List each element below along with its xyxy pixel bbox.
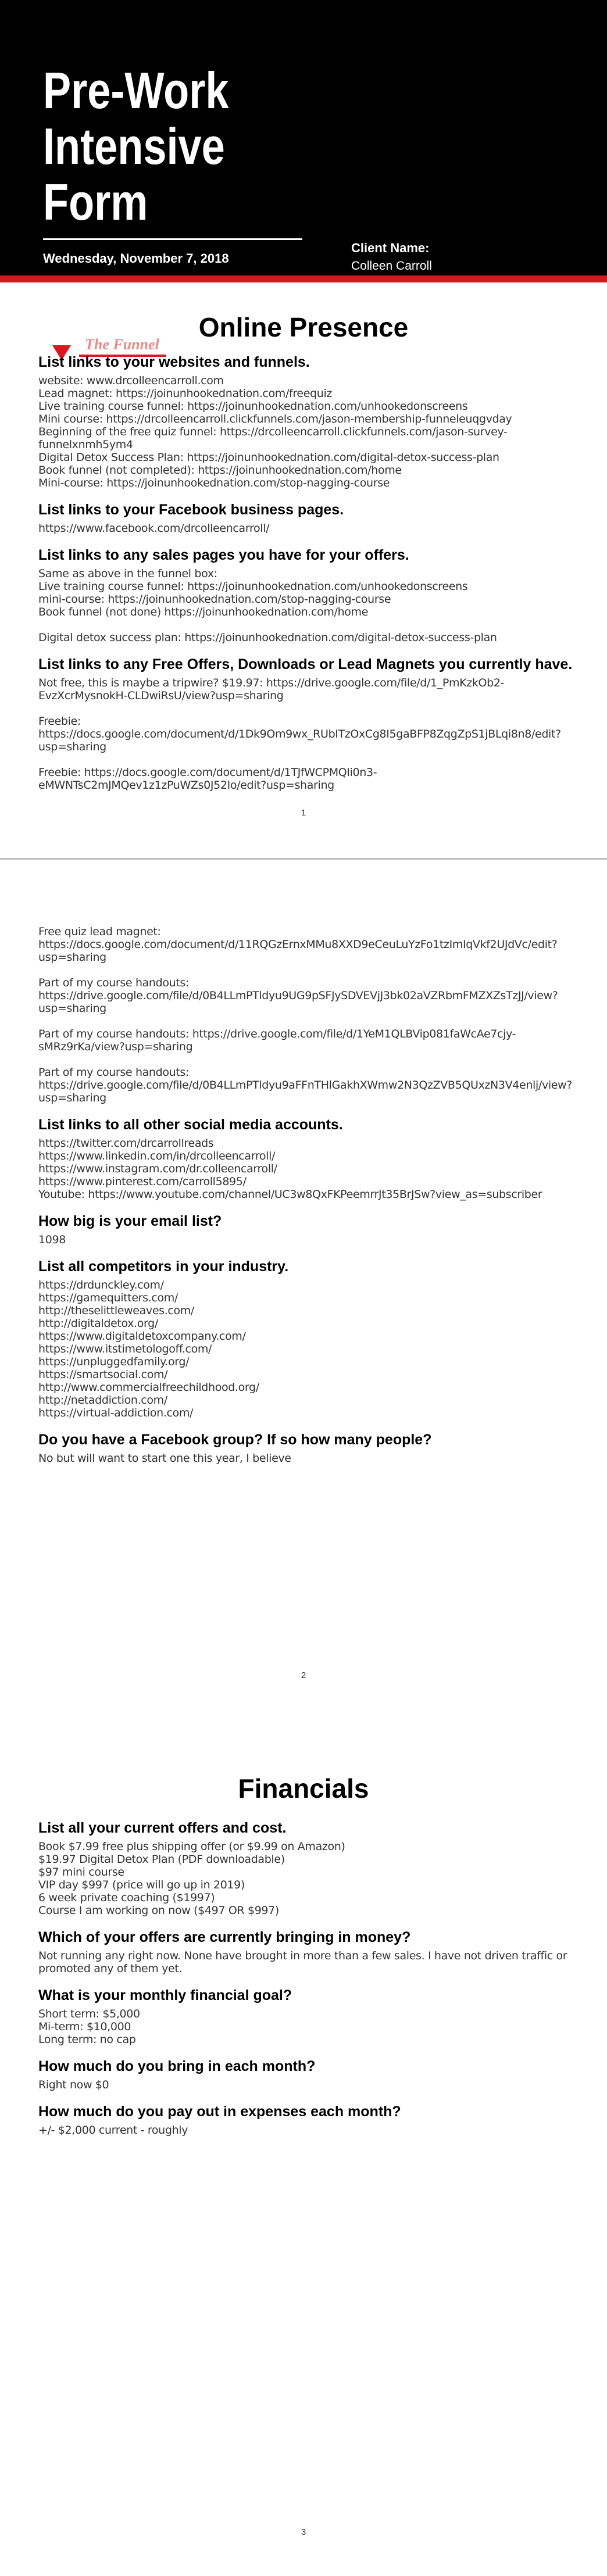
question: What is your monthly financial goal? — [38, 1987, 292, 2003]
question: List links to all other social media accounts. — [38, 1117, 343, 1133]
answer: https://www.facebook.com/drcolleencarroll/ — [38, 522, 270, 535]
header-accent-bar — [0, 276, 607, 282]
answer: Same as above in the funnel box: Live training course funnel: https://joinunhookednation.com/unhookedonscreens mini-course: https://joinunhookednation.com/stop-nagging-course Book funnel (not done) https://joinunhookednation.com/home Digital detox success plan: https://joinunhookednation.com/digital-detox-success-plan — [38, 567, 497, 644]
qa-block — [38, 2058, 573, 2091]
title-line-1: Pre-Work — [43, 62, 229, 119]
page-2 — [0, 864, 607, 1712]
page-number: 2 — [301, 1670, 306, 1680]
question: List links to any sales pages you have for your offers. — [38, 547, 409, 563]
qa-block — [38, 1987, 573, 2046]
question: How much do you bring in each month? — [38, 2058, 316, 2074]
question: List links to any Free Offers, Downloads or Lead Magnets you currently have. — [38, 656, 573, 672]
page-separator — [0, 858, 607, 860]
qa-block — [38, 1431, 573, 1465]
page-number: 1 — [301, 808, 306, 818]
answer: Short term: $5,000 Mi-term: $10,000 Long term: no cap — [38, 2008, 140, 2046]
page-3 — [0, 1712, 607, 2576]
answer: 1098 — [38, 1233, 66, 1246]
answer: Right now $0 — [38, 2078, 109, 2091]
title-divider — [43, 238, 302, 240]
qa-block — [38, 1819, 573, 1917]
qa-block — [38, 656, 573, 792]
client-name-label: Client Name: — [351, 241, 430, 255]
qa-block — [38, 1116, 573, 1201]
question: List all competitors in your industry. — [38, 1258, 289, 1275]
page-2-content — [38, 925, 573, 1476]
form-title — [43, 63, 228, 230]
answer: https://drdunckley.com/ https://gamequitters.com/ http://theselittleweaves.com/ http://digitaldetox.org/ https://www.digitaldetoxcompany.com/ https://www.itstimetologoff.com/ https://unpluggedfamily.org/ https://smartsocial.com/ http://www.commercialfreechildhood.org/ http://netaddiction.com/ https://virtual-addiction.com/ — [38, 1279, 259, 1419]
answer: Book $7.99 free plus shipping offer (or $9.99 on Amazon) $19.97 Digital Detox Plan (PDF downloadable) $97 mini course VIP day $997 (price will go up in 2019) 6 week private coaching ($1997) Course I am working on now ($497 OR $997) — [38, 1840, 345, 1917]
answer: Not free, this is maybe a tripwire? $19.97: https://drive.google.com/file/d/1_PmKzkOb2-EvzXcrMysnokH-CLDwiRsU/view?usp=sharing Freebie: https://docs.google.com/document/d/1Dk9Om9wx_RUbITzOxCg8I5gaBFP8ZqgZpS1jBLqi8n8/edit?usp=sharing Freebie: https://docs.google.com/document/d/1TJfWCPMQIi0n3-eMWNTsC2mJMQev1z1zPuWZs0J52Io/edit?usp=sharing — [38, 677, 561, 792]
title-line-3: Form — [43, 173, 148, 231]
question: How much do you pay out in expenses each month? — [38, 2103, 401, 2120]
answer: +/- $2,000 current - roughly — [38, 2124, 188, 2137]
answer: website: www.drcolleencarroll.com Lead magnet: https://joinunhookednation.com/freequiz Live training course funnel: https://joinunhookednation.com/unhookedonscreens Mini course: https://drcolleencarroll.clickfunnels.com/jason-membership-funneleuqgvday Beginning of the free quiz funnel: https://drcolleencarroll.clickfunnels.com/jason-survey-funnelxnmh5ym4 Digital Detox Success Plan: https://joinunhookednation.com/digital-detox-success-plan Book funnel (not completed): https://joinunhookednation.com/home Mini-course: https://joinunhookednation.com/stop-nagging-course — [38, 374, 512, 489]
lead-magnet-links: Free quiz lead magnet: https://docs.google.com/document/d/11RQGzErnxMMu8XXD9eCeuLuYzFo1tzImIqVkf2UJdVc/edit?usp=sharing Part of my course handouts: https://drive.google.com/file/d/0B4LLmPTldyu9UG9pSFJySDVEVjJ3bk02aVZRbmFMZXZsTzJJ/view?usp=sharing Part of my course handouts: https://drive.google.com/file/d/1YeM1QLBVip081faWcAe7cjy-sMRz9rKa/view?usp=sharing Part of my course handouts: https://drive.google.com/file/d/0B4LLmPTldyu9aFFnTHlGakhXWmw2N3QzZVB5QUxzN3V4enlj/view?usp=sharing — [38, 925, 573, 1104]
question: List all your current offers and cost. — [38, 1820, 287, 1836]
logo-text: The Funnel — [85, 336, 159, 353]
page-number: 3 — [301, 2527, 306, 2537]
answer: https://twitter.com/drcarrollreads https://www.linkedin.com/in/drcolleencarroll/ https://www.instagram.com/dr.colleencarroll/ https://www.pinterest.com/carroll5895/ Youtube: https://www.youtube.com/channel/UC3w8QxFKPeemrrJt35BrJSw?view_as=subscriber — [38, 1137, 542, 1201]
form-date: Wednesday, November 7, 2018 — [43, 251, 229, 266]
page-1 — [0, 0, 607, 864]
qa-block — [38, 501, 573, 535]
answer: No but will want to start one this year, I believe — [38, 1452, 291, 1465]
qa-block — [38, 1212, 573, 1246]
question: Do you have a Facebook group? If so how many people? — [38, 1432, 432, 1448]
section-title-financials: Financials — [238, 1773, 369, 1804]
qa-block — [38, 353, 573, 489]
qa-block — [38, 2103, 573, 2137]
question: List links to your Facebook business pages. — [38, 502, 344, 518]
question: List links to your websites and funnels. — [38, 354, 310, 370]
qa-block — [38, 546, 573, 644]
qa-block — [38, 1258, 573, 1419]
question: Which of your offers are currently bringing in money? — [38, 1929, 411, 1945]
header-banner — [0, 0, 607, 276]
client-name-value: Colleen Carroll — [351, 259, 432, 273]
qa-block — [38, 1929, 573, 1975]
question: How big is your email list? — [38, 1213, 222, 1229]
page-3-content — [38, 1819, 573, 2148]
section-title-online-presence: Online Presence — [198, 312, 409, 342]
title-line-2: Intensive — [43, 117, 225, 175]
page-1-content — [38, 353, 573, 803]
answer: Not running any right now. None have brought in more than a few sales. I have not driven traffic or promoted any of them yet. — [38, 1949, 567, 1975]
